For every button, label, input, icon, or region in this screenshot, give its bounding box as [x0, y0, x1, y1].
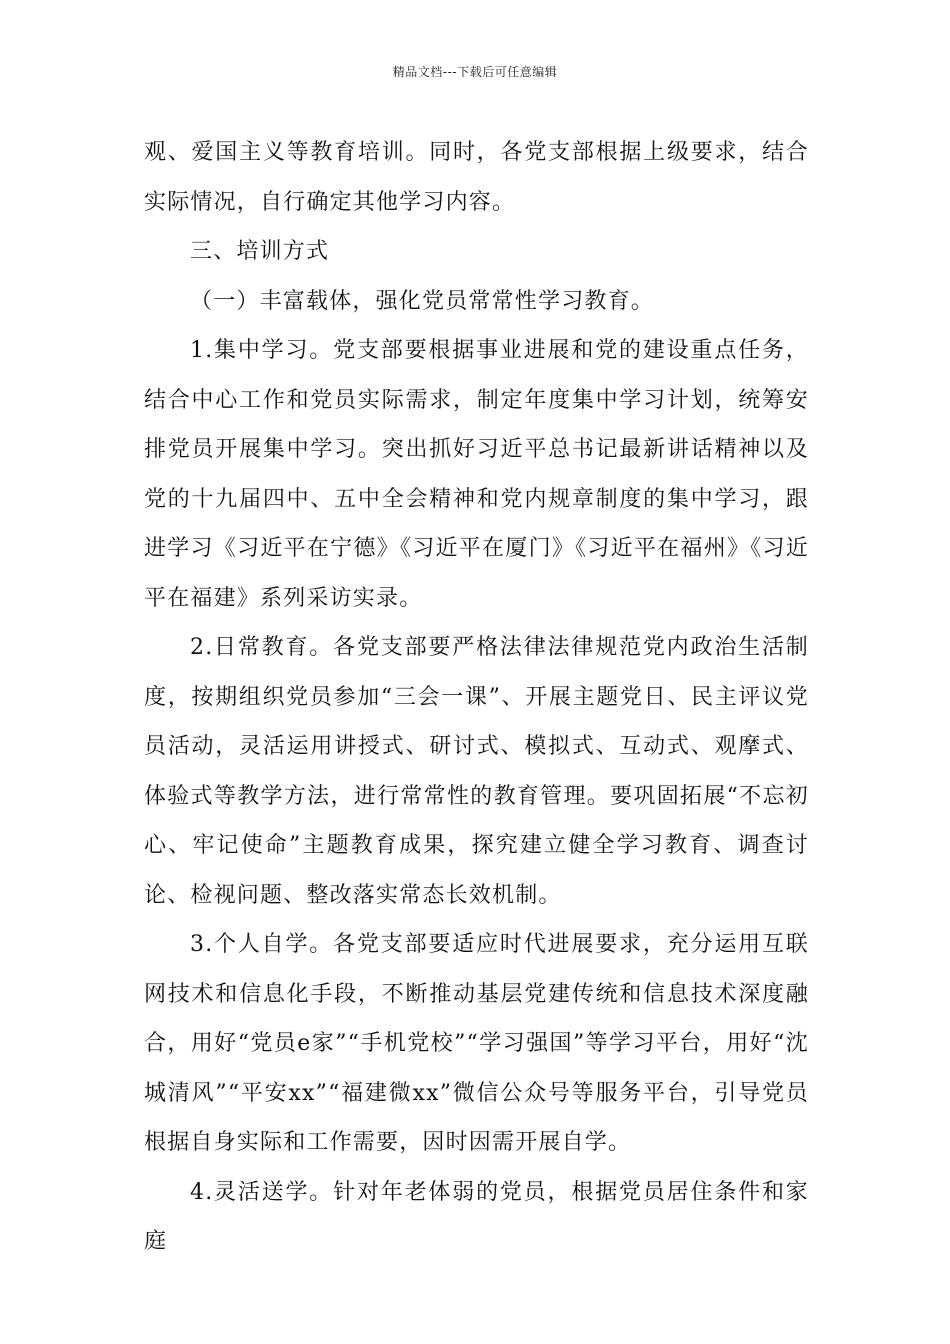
paragraph-flexible-delivery: 4.灵活送学。针对年老体弱的党员，根据党员居住条件和家庭 [144, 1179, 809, 1254]
paragraph-self-study: 3.个人自学。各党支部要适应时代进展要求，充分运用互联网技术和信息化手段，不断推动基层党建传统和信息技术深度融合，用好“党员e家”“手机党校”“学习强国”等学习平台，用好“沈城清风”“平安xx”“福建微xx”微信公众号等服务平台，引导党员根据自身实际和工作需要，因时因需开展自学。 [144, 932, 809, 1155]
document-body [144, 128, 809, 1267]
paragraph-continuation: 观、爱国主义等教育培训。同时，各党支部根据上级要求，结合实际情况，自行确定其他学习内容。 [144, 140, 809, 215]
subsection-heading-carriers: （一）丰富载体，强化党员常常性学习教育。 [190, 288, 655, 314]
paragraph-centralized-study: 1.集中学习。党支部要根据事业进展和党的建设重点任务，结合中心工作和党员实际需求，制定年度集中学习计划，统筹安排党员开展集中学习。突出抓好习近平总书记最新讲话精神以及党的十九届四中、五中全会精神和党内规章制度的集中学习，跟进学习《习近平在宁德》《习近平在厦门》《习近平在福州》《习近平在福建》系列采访实录。 [144, 338, 809, 611]
paragraph-daily-education: 2.日常教育。各党支部要严格法律法律规范党内政治生活制度，按期组织党员参加“三会一课”、开展主题党日、民主评议党员活动，灵活运用讲授式、研讨式、模拟式、互动式、观摩式、体验式等教学方法，进行常常性的教育管理。要巩固拓展“不忘初心、牢记使命”主题教育成果，探究建立健全学习教育、调查讨论、检视问题、整改落实常态长效机制。 [144, 635, 809, 908]
section-heading-training-method: 三、培训方式 [190, 239, 330, 264]
page-header: 精品文档---下载后可任意编辑 [392, 65, 558, 79]
